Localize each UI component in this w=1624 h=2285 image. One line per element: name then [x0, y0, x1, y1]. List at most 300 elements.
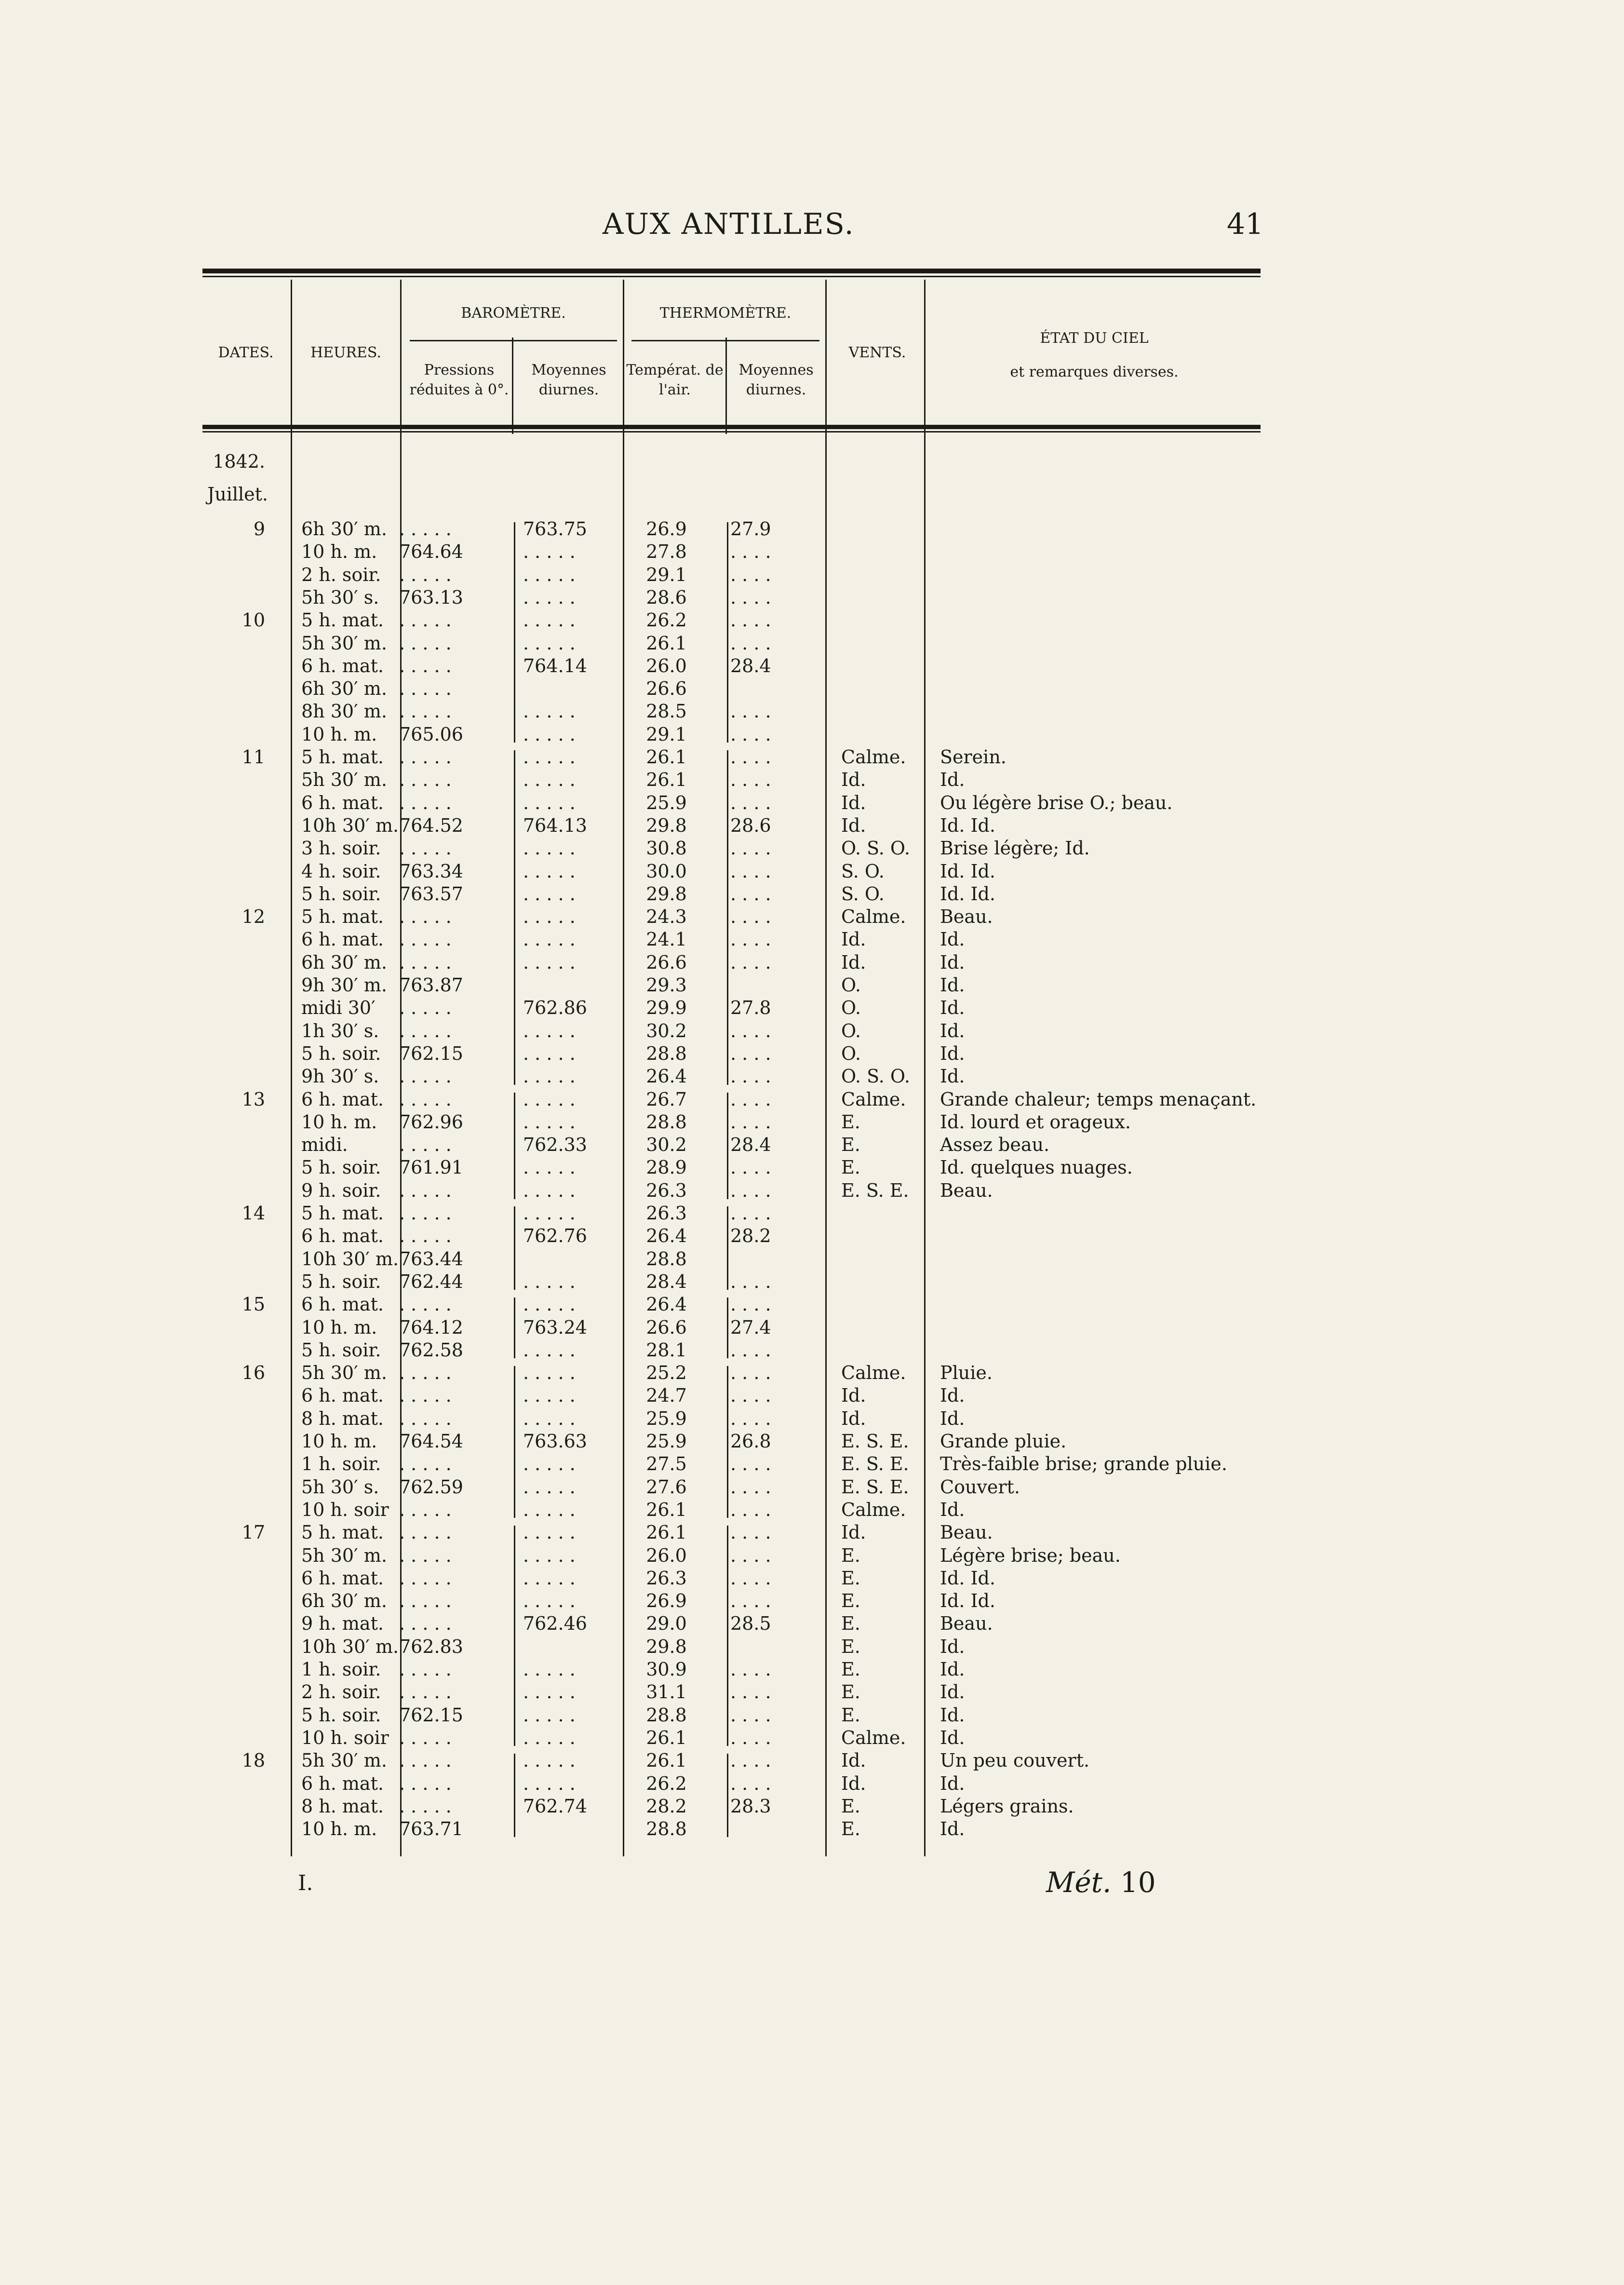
row-heure: 6 h. mat.	[301, 655, 384, 676]
row-heure: 1 h. soir.	[301, 1453, 381, 1474]
row-moyenne-baro: . . . . .	[523, 564, 576, 585]
row-etat: Id.	[940, 997, 965, 1018]
row-moyenne-thermo: . . . .	[730, 633, 771, 654]
row-pression: . . . . .	[399, 1362, 452, 1383]
row-date: 16	[242, 1362, 265, 1383]
row-moyenne-thermo: . . . .	[730, 1453, 771, 1474]
brace-mark	[514, 1754, 515, 1837]
row-moyenne-baro: . . . . .	[523, 701, 576, 722]
row-pression: . . . . .	[399, 1020, 452, 1041]
header-rule-thin	[202, 431, 1261, 433]
row-etat: Très-faible brise; grande pluie.	[940, 1453, 1227, 1474]
row-date: 11	[242, 746, 265, 768]
row-etat: Id.	[940, 1659, 965, 1680]
row-pression: 763.34	[399, 861, 463, 882]
row-heure: 1h 30′ s.	[301, 1020, 379, 1041]
row-vent: E.	[841, 1545, 860, 1566]
row-pression: . . . . .	[399, 564, 452, 585]
row-moyenne-thermo: . . . .	[730, 1408, 771, 1429]
row-etat: Grande pluie.	[940, 1431, 1067, 1452]
row-pression: 761.91	[399, 1157, 463, 1178]
row-temperature: 26.9	[646, 1590, 687, 1611]
row-temperature: 29.0	[646, 1613, 687, 1634]
row-vent: E.	[841, 1818, 860, 1839]
row-moyenne-baro: . . . . .	[523, 1294, 576, 1315]
brace-mark	[727, 1093, 728, 1199]
row-vent: O. S. O.	[841, 1066, 910, 1087]
row-moyenne-baro: . . . . .	[523, 609, 576, 631]
row-date: 10	[242, 609, 265, 631]
brace-mark	[514, 1093, 515, 1199]
row-etat: Id. quelques nuages.	[940, 1157, 1133, 1178]
row-heure: 5 h. soir.	[301, 1271, 381, 1292]
row-moyenne-baro: . . . . .	[523, 1271, 576, 1292]
row-etat: Brise légère; Id.	[940, 838, 1090, 859]
row-moyenne-baro: . . . . .	[523, 1659, 576, 1680]
row-etat: Légers grains.	[940, 1796, 1074, 1817]
row-heure: 6h 30′ m.	[301, 1590, 387, 1611]
row-pression: . . . . .	[399, 1659, 452, 1680]
col-header-pressions: Pressions réduites à 0°.	[409, 362, 509, 398]
row-etat: Id.	[940, 1636, 965, 1657]
row-moyenne-baro: . . . . .	[523, 861, 576, 882]
row-moyenne-thermo: . . . .	[730, 1089, 771, 1110]
barometre-brace	[410, 340, 617, 347]
row-moyenne-baro: . . . . .	[523, 1089, 576, 1110]
row-moyenne-baro: . . . . .	[523, 1180, 576, 1201]
brace-mark	[727, 1366, 728, 1518]
row-moyenne-baro: . . . . .	[523, 587, 576, 608]
col-divider	[924, 280, 926, 1856]
row-heure: 5 h. soir.	[301, 1043, 381, 1064]
row-moyenne-thermo: . . . .	[730, 861, 771, 882]
row-heure: 6 h. mat.	[301, 792, 384, 813]
row-moyenne-baro: . . . . .	[523, 1203, 576, 1224]
row-moyenne-baro: . . . . .	[523, 792, 576, 813]
row-moyenne-thermo: . . . .	[730, 1271, 771, 1292]
row-heure: 6 h. mat.	[301, 1773, 384, 1794]
row-vent: Id.	[841, 1408, 866, 1429]
row-etat: Assez beau.	[940, 1134, 1050, 1155]
row-etat: Id. Id.	[940, 815, 995, 836]
row-etat: Beau.	[940, 1522, 993, 1543]
row-date: 15	[242, 1294, 265, 1315]
row-temperature: 29.8	[646, 883, 687, 905]
row-temperature: 26.1	[646, 1522, 687, 1543]
row-vent: E.	[841, 1590, 860, 1611]
row-vent: Id.	[841, 952, 866, 973]
row-pression: 765.06	[399, 724, 463, 745]
row-moyenne-thermo: 28.4	[730, 1134, 771, 1155]
row-moyenne-thermo: . . . .	[730, 1727, 771, 1748]
row-vent: O. S. O.	[841, 838, 910, 859]
row-temperature: 26.1	[646, 1727, 687, 1748]
row-heure: 6h 30′ m.	[301, 678, 387, 699]
row-temperature: 24.7	[646, 1385, 687, 1406]
row-pression: . . . . .	[399, 769, 452, 790]
row-moyenne-baro: . . . . .	[523, 906, 576, 927]
row-pression: . . . . .	[399, 952, 452, 973]
row-moyenne-baro: . . . . .	[523, 1385, 576, 1406]
row-moyenne-thermo: . . . .	[730, 1545, 771, 1566]
brace-mark	[514, 1366, 515, 1518]
col-header-barometre: BAROMÈTRE.	[461, 305, 566, 322]
row-vent: Calme.	[841, 1727, 906, 1748]
row-vent: E.	[841, 1704, 860, 1726]
row-etat: Id. lourd et orageux.	[940, 1111, 1131, 1133]
row-pression: . . . . .	[399, 1545, 452, 1566]
row-heure: 9h 30′ s.	[301, 1066, 379, 1087]
row-etat: Pluie.	[940, 1362, 993, 1383]
row-vent: Calme.	[841, 1499, 906, 1520]
col-header-temperat: Températ. de l'air.	[626, 362, 724, 398]
row-temperature: 26.6	[646, 678, 687, 699]
row-heure: 1 h. soir.	[301, 1659, 381, 1680]
row-temperature: 28.8	[646, 1818, 687, 1839]
row-etat: Id.	[940, 1408, 965, 1429]
col-header-moyennes-thermo: Moyennes diurnes.	[738, 362, 814, 398]
row-heure: 5h 30′ m.	[301, 633, 387, 654]
row-moyenne-thermo: . . . .	[730, 792, 771, 813]
row-temperature: 30.8	[646, 838, 687, 859]
row-vent: Calme.	[841, 746, 906, 768]
row-pression: 762.58	[399, 1339, 463, 1361]
row-temperature: 28.8	[646, 1111, 687, 1133]
month-label: Juillet.	[207, 484, 268, 505]
row-temperature: 26.3	[646, 1568, 687, 1589]
footer-volume: I.	[298, 1871, 313, 1895]
row-temperature: 28.1	[646, 1339, 687, 1361]
row-etat: Serein.	[940, 746, 1007, 768]
row-vent: E.	[841, 1568, 860, 1589]
row-moyenne-baro: . . . . .	[523, 1590, 576, 1611]
row-heure: 5h 30′ s.	[301, 587, 379, 608]
row-heure: 10 h. m.	[301, 1431, 377, 1452]
row-pression: . . . . .	[399, 1134, 452, 1155]
row-pression: . . . . .	[399, 1796, 452, 1817]
row-etat: Id.	[940, 1043, 965, 1064]
row-moyenne-thermo: . . . .	[730, 1020, 771, 1041]
row-temperature: 26.0	[646, 655, 687, 676]
row-temperature: 26.9	[646, 518, 687, 540]
row-vent: S. O.	[841, 883, 885, 905]
row-etat: Id. Id.	[940, 861, 995, 882]
row-moyenne-baro: . . . . .	[523, 929, 576, 950]
brace-mark	[727, 750, 728, 1085]
row-heure: 5 h. mat.	[301, 746, 384, 768]
row-moyenne-thermo: . . . .	[730, 1111, 771, 1133]
row-etat: Id.	[940, 1020, 965, 1041]
row-temperature: 24.3	[646, 906, 687, 927]
row-etat: Beau.	[940, 1613, 993, 1634]
row-etat: Id. Id.	[940, 1568, 995, 1589]
row-moyenne-baro: . . . . .	[523, 1499, 576, 1520]
row-moyenne-baro: . . . . .	[523, 1476, 576, 1498]
row-heure: 8 h. mat.	[301, 1408, 384, 1429]
row-heure: 10 h. soir	[301, 1727, 389, 1748]
row-moyenne-baro: 762.74	[523, 1796, 587, 1817]
col-divider	[825, 280, 827, 1856]
row-heure: 5 h. mat.	[301, 1203, 384, 1224]
row-heure: 2 h. soir.	[301, 1681, 381, 1703]
row-pression: . . . . .	[399, 678, 452, 699]
row-date: 14	[242, 1203, 265, 1224]
row-moyenne-thermo: . . . .	[730, 1499, 771, 1520]
row-moyenne-baro: . . . . .	[523, 1020, 576, 1041]
brace-mark	[514, 1526, 515, 1746]
row-heure: 5 h. soir.	[301, 1339, 381, 1361]
year-label: 1842.	[213, 451, 265, 472]
row-moyenne-baro: . . . . .	[523, 838, 576, 859]
row-moyenne-baro: . . . . .	[523, 1362, 576, 1383]
row-pression: 764.52	[399, 815, 463, 836]
row-moyenne-thermo: . . . .	[730, 1362, 771, 1383]
row-temperature: 28.8	[646, 1248, 687, 1270]
row-temperature: 28.9	[646, 1157, 687, 1178]
row-pression: . . . . .	[399, 838, 452, 859]
row-temperature: 26.6	[646, 952, 687, 973]
row-moyenne-thermo: 26.8	[730, 1431, 771, 1452]
row-moyenne-thermo: . . . .	[730, 1750, 771, 1771]
row-heure: 5h 30′ m.	[301, 1362, 387, 1383]
row-temperature: 28.6	[646, 587, 687, 608]
row-temperature: 25.9	[646, 1408, 687, 1429]
row-moyenne-thermo: . . . .	[730, 1385, 771, 1406]
row-moyenne-baro: 763.24	[523, 1317, 587, 1338]
row-pression: . . . . .	[399, 633, 452, 654]
row-moyenne-baro: . . . . .	[523, 952, 576, 973]
row-pression: 763.44	[399, 1248, 463, 1270]
row-pression: . . . . .	[399, 1681, 452, 1703]
row-heure: 5 h. mat.	[301, 906, 384, 927]
row-temperature: 26.1	[646, 1499, 687, 1520]
row-moyenne-thermo: . . . .	[730, 701, 771, 722]
row-moyenne-thermo: 28.5	[730, 1613, 771, 1634]
row-etat: Id.	[940, 1499, 965, 1520]
footer-signature-number: 10	[1120, 1866, 1156, 1899]
row-pression: 763.71	[399, 1818, 463, 1839]
row-temperature: 30.2	[646, 1134, 687, 1155]
row-moyenne-baro: . . . . .	[523, 1727, 576, 1748]
row-temperature: 25.2	[646, 1362, 687, 1383]
row-temperature: 28.8	[646, 1704, 687, 1726]
row-date: 9	[253, 518, 265, 540]
row-moyenne-thermo: . . . .	[730, 1294, 771, 1315]
row-pression: 762.96	[399, 1111, 463, 1133]
col-header-moyennes-baro: Moyennes diurnes.	[531, 362, 606, 398]
row-temperature: 26.3	[646, 1203, 687, 1224]
row-pression: . . . . .	[399, 1568, 452, 1589]
col-divider	[512, 338, 513, 434]
row-pression: 764.12	[399, 1317, 463, 1338]
row-temperature: 30.2	[646, 1020, 687, 1041]
row-moyenne-baro: 764.13	[523, 815, 587, 836]
row-vent: Id.	[841, 1385, 866, 1406]
row-date: 17	[242, 1522, 265, 1543]
row-heure: 5h 30′ m.	[301, 1750, 387, 1771]
row-vent: O.	[841, 974, 861, 996]
row-heure: 10 h. m.	[301, 541, 377, 562]
row-etat: Légère brise; beau.	[940, 1545, 1121, 1566]
row-vent: Id.	[841, 929, 866, 950]
footer-signature	[1046, 1866, 1156, 1899]
row-temperature: 26.4	[646, 1225, 687, 1246]
row-temperature: 25.9	[646, 792, 687, 813]
row-temperature: 25.9	[646, 1431, 687, 1452]
row-vent: E.	[841, 1157, 860, 1178]
row-heure: 6h 30′ m.	[301, 518, 387, 540]
row-moyenne-thermo: . . . .	[730, 541, 771, 562]
row-heure: 6h 30′ m.	[301, 952, 387, 973]
row-etat: Id. Id.	[940, 883, 995, 905]
row-etat: Un peu couvert.	[940, 1750, 1090, 1771]
row-moyenne-baro: 762.46	[523, 1613, 587, 1634]
row-temperature: 30.0	[646, 861, 687, 882]
row-moyenne-thermo: . . . .	[730, 746, 771, 768]
row-moyenne-thermo: . . . .	[730, 883, 771, 905]
col-header-heures: HEURES.	[310, 344, 381, 361]
row-pression: . . . . .	[399, 906, 452, 927]
row-etat: Id.	[940, 1681, 965, 1703]
row-heure: 9 h. mat.	[301, 1613, 384, 1634]
row-temperature: 29.1	[646, 724, 687, 745]
row-moyenne-baro: . . . . .	[523, 1043, 576, 1064]
brace-mark	[514, 1298, 515, 1358]
row-pression: . . . . .	[399, 1089, 452, 1110]
row-moyenne-baro: . . . . .	[523, 1681, 576, 1703]
row-date: 13	[242, 1089, 265, 1110]
row-etat: Id. Id.	[940, 1590, 995, 1611]
row-pression: . . . . .	[399, 1453, 452, 1474]
row-moyenne-thermo: . . . .	[730, 1180, 771, 1201]
row-temperature: 26.6	[646, 1317, 687, 1338]
row-heure: 5h 30′ s.	[301, 1476, 379, 1498]
row-pression: . . . . .	[399, 1773, 452, 1794]
row-temperature: 29.8	[646, 1636, 687, 1657]
row-heure: 10 h. m.	[301, 1818, 377, 1839]
brace-mark	[514, 1206, 515, 1290]
row-pression: 763.57	[399, 883, 463, 905]
row-pression: 762.83	[399, 1636, 463, 1657]
row-pression: . . . . .	[399, 1066, 452, 1087]
row-moyenne-baro: . . . . .	[523, 724, 576, 745]
row-heure: 4 h. soir.	[301, 861, 381, 882]
row-moyenne-baro: . . . . .	[523, 541, 576, 562]
row-pression: . . . . .	[399, 997, 452, 1018]
row-pression: . . . . .	[399, 1727, 452, 1748]
row-temperature: 30.9	[646, 1659, 687, 1680]
row-pression: . . . . .	[399, 1225, 452, 1246]
header-rule	[202, 425, 1261, 429]
row-moyenne-thermo: . . . .	[730, 609, 771, 631]
row-vent: E. S. E.	[841, 1431, 909, 1452]
col-divider	[291, 280, 292, 1856]
row-heure: 6 h. mat.	[301, 1294, 384, 1315]
row-etat: Id.	[940, 1066, 965, 1087]
col-header-dates: DATES.	[218, 344, 274, 361]
row-pression: 763.87	[399, 974, 463, 996]
row-temperature: 26.1	[646, 746, 687, 768]
row-temperature: 26.1	[646, 769, 687, 790]
top-rule	[202, 269, 1261, 273]
row-temperature: 31.1	[646, 1681, 687, 1703]
row-moyenne-thermo: . . . .	[730, 1522, 771, 1543]
row-date: 18	[242, 1750, 265, 1771]
row-temperature: 29.3	[646, 974, 687, 996]
row-temperature: 27.6	[646, 1476, 687, 1498]
top-rule-thin	[202, 276, 1261, 277]
row-heure: 6 h. mat.	[301, 1225, 384, 1246]
row-vent: E.	[841, 1613, 860, 1634]
row-moyenne-baro: . . . . .	[523, 1568, 576, 1589]
row-heure: 9h 30′ m.	[301, 974, 387, 996]
row-moyenne-baro: 764.14	[523, 655, 587, 676]
row-vent: Calme.	[841, 906, 906, 927]
row-heure: 9 h. soir.	[301, 1180, 381, 1201]
row-moyenne-baro: . . . . .	[523, 1453, 576, 1474]
row-moyenne-thermo: 27.4	[730, 1317, 771, 1338]
row-temperature: 29.8	[646, 815, 687, 836]
row-moyenne-thermo: . . . .	[730, 1203, 771, 1224]
col-header-etat-sub: et remarques diverses.	[1010, 364, 1179, 380]
row-etat: Id.	[940, 929, 965, 950]
row-pression: . . . . .	[399, 746, 452, 768]
row-pression: . . . . .	[399, 1294, 452, 1315]
row-vent: E.	[841, 1681, 860, 1703]
row-vent: E.	[841, 1111, 860, 1133]
row-temperature: 28.8	[646, 1043, 687, 1064]
row-vent: Id.	[841, 1750, 866, 1771]
row-moyenne-thermo: . . . .	[730, 1773, 771, 1794]
row-moyenne-baro: . . . . .	[523, 1111, 576, 1133]
row-vent: Id.	[841, 815, 866, 836]
row-moyenne-thermo: . . . .	[730, 952, 771, 973]
row-heure: 10 h. soir	[301, 1499, 389, 1520]
row-pression: . . . . .	[399, 1385, 452, 1406]
row-pression: . . . . .	[399, 1408, 452, 1429]
brace-mark	[514, 522, 515, 743]
row-vent: Id.	[841, 1773, 866, 1794]
row-moyenne-thermo: . . . .	[730, 769, 771, 790]
row-heure: 5 h. soir.	[301, 1157, 381, 1178]
row-temperature: 26.1	[646, 633, 687, 654]
row-moyenne-thermo: . . . .	[730, 1066, 771, 1087]
row-temperature: 26.1	[646, 1750, 687, 1771]
brace-mark	[727, 1526, 728, 1746]
row-pression: . . . . .	[399, 1613, 452, 1634]
row-pression: . . . . .	[399, 792, 452, 813]
row-heure: 6 h. mat.	[301, 1089, 384, 1110]
row-pression: 762.44	[399, 1271, 463, 1292]
row-heure: 5 h. soir.	[301, 1704, 381, 1726]
row-moyenne-thermo: 27.8	[730, 997, 771, 1018]
row-moyenne-thermo: 28.6	[730, 815, 771, 836]
row-temperature: 26.2	[646, 1773, 687, 1794]
row-pression: 763.13	[399, 587, 463, 608]
row-moyenne-baro: . . . . .	[523, 746, 576, 768]
row-etat: Beau.	[940, 1180, 993, 1201]
row-moyenne-baro: . . . . .	[523, 1773, 576, 1794]
row-moyenne-thermo: . . . .	[730, 1568, 771, 1589]
row-temperature: 27.8	[646, 541, 687, 562]
row-heure: midi.	[301, 1134, 348, 1155]
row-moyenne-baro: . . . . .	[523, 1545, 576, 1566]
page-number: 41	[1227, 207, 1264, 241]
row-pression: 764.64	[399, 541, 463, 562]
row-etat: Id.	[940, 1727, 965, 1748]
row-pression: . . . . .	[399, 1522, 452, 1543]
row-moyenne-thermo: . . . .	[730, 906, 771, 927]
